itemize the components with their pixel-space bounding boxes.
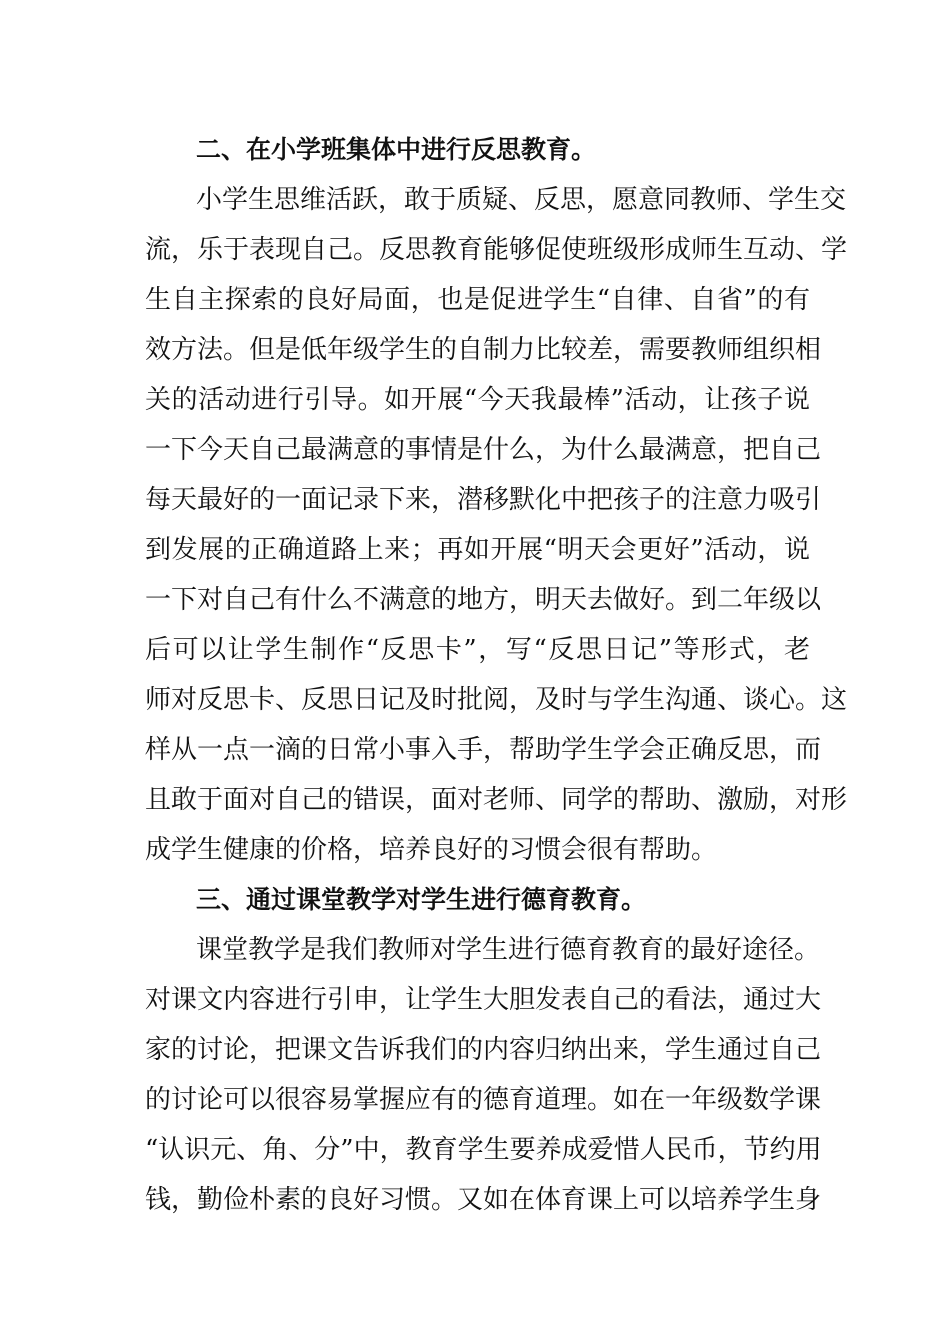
paragraph-line: 关的活动进行引导。如开展“今天我最棒”活动，让孩子说 [145, 385, 810, 415]
paragraph-line: 一下对自己有什么不满意的地方，明天去做好。到二年级以 [145, 585, 822, 615]
paragraph-line: 每天最好的一面记录下来，潜移默化中把孩子的注意力吸引 [145, 485, 822, 515]
section-heading-3: 三、通过课堂教学对学生进行德育教育。 [196, 885, 647, 914]
paragraph-line: 成学生健康的价格，培养良好的习惯会很有帮助。 [145, 835, 718, 865]
paragraph-line: 对课文内容进行引申，让学生大胆发表自己的看法，通过大 [145, 985, 822, 1015]
paragraph-line: 效方法。但是低年级学生的自制力比较差，需要教师组织相 [145, 335, 822, 365]
paragraph-line: 后可以让学生制作“反思卡”，写“反思日记”等形式，老 [145, 635, 810, 665]
paragraph-line: 生自主探索的良好局面，也是促进学生“自律、自省”的有 [145, 285, 810, 315]
paragraph-line: 流，乐于表现自己。反思教育能够促使班级形成师生互动、学 [145, 235, 848, 265]
paragraph-line: 钱，勤俭朴素的良好习惯。又如在体育课上可以培养学生身 [145, 1185, 822, 1215]
paragraph-line: 师对反思卡、反思日记及时批阅，及时与学生沟通、谈心。这 [145, 685, 848, 715]
paragraph-line: 且敢于面对自己的错误，面对老师、同学的帮助、激励，对形 [145, 785, 848, 815]
paragraph-line: 课堂教学是我们教师对学生进行德育教育的最好途径。 [196, 935, 821, 965]
paragraph-line: 一下今天自己最满意的事情是什么，为什么最满意，把自己 [145, 435, 822, 465]
paragraph-line: 的讨论可以很容易掌握应有的德育道理。如在一年级数学课 [145, 1085, 822, 1115]
paragraph-line: 到发展的正确道路上来；再如开展“明天会更好”活动，说 [145, 535, 810, 565]
paragraph-line: 小学生思维活跃，敢于质疑、反思，愿意同教师、学生交 [196, 185, 847, 215]
paragraph-line: 样从一点一滴的日常小事入手，帮助学生学会正确反思，而 [145, 735, 822, 765]
paragraph-line: 家的讨论，把课文告诉我们的内容归纳出来，学生通过自己 [145, 1035, 822, 1065]
section-heading-2: 二、在小学班集体中进行反思教育。 [196, 135, 597, 164]
paragraph-line: “认识元、角、分”中，教育学生要养成爱惜人民币，节约用 [145, 1135, 822, 1165]
